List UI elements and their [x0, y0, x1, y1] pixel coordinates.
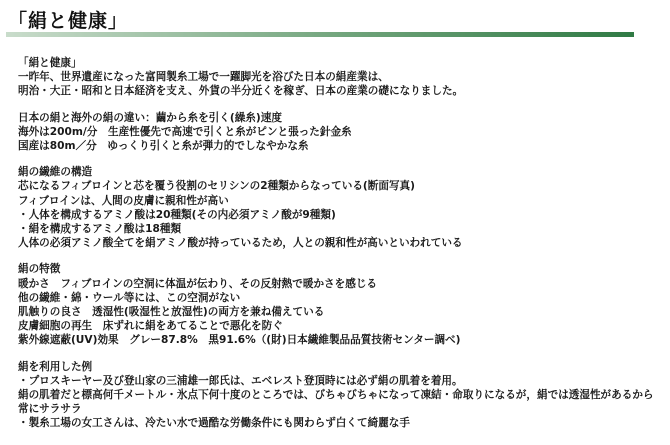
text-line: 紫外線遮蔽(UV)効果 グレー87.8% 黒91.6%（(財)日本繊維製品品質技術センター調べ) [18, 334, 461, 347]
section-reeling-speed [18, 111, 663, 154]
text-line: 暖かさ フィブロインの空洞に体温が伝わり、その反射熱で暖かさを感じる [18, 277, 378, 290]
section-intro [18, 56, 663, 99]
text-line: 芯になるフィブロインと芯を覆う役割のセリシンの2種類からなっている(断面写真) [18, 180, 415, 193]
text-line: 人体の必須アミノ酸全てを絹アミノ酸が持っているため，人との親和性が高いといわれている [18, 237, 463, 250]
text-line: 絹の肌着だと標高何千メートル・氷点下何十度のところでは、びちゃびちゃになって凍結・命取りになるが，絹では透湿性があるから [18, 389, 654, 402]
section-heading: 絹を利用した例 [18, 360, 93, 373]
text-line: 国産は80m／分 ゆっくり引くと糸が弾力的でしなやかな糸 [18, 140, 309, 153]
text-line: 肌触りの良さ 透湿性(吸湿性と放湿性)の両方を兼ね備えている [18, 306, 325, 319]
section-heading: 絹の特徴 [18, 263, 61, 276]
section-fiber-structure [18, 165, 663, 250]
title-divider [6, 32, 634, 37]
page-title: 「絹と健康」 [8, 10, 129, 32]
text-line: ・人体を構成するアミノ酸は20種類(その内必須アミノ酸が9種類) [18, 208, 336, 221]
text-line: 他の繊維・綿・ウール等には、この空洞がない [18, 291, 241, 304]
text-line: 常にサラサラ [18, 403, 82, 416]
section-heading: 絹の繊維の構造 [18, 166, 93, 179]
section-heading: 「絹と健康」 [18, 57, 82, 69]
text-line: 一昨年、世界遺産になった富岡製糸工場で一躍脚光を浴びた日本の絹産業は、 [18, 71, 389, 84]
text-line: フィブロインは、人間の皮膚に親和性が高い [18, 194, 229, 207]
section-heading: 日本の絹と海外の絹の違い：繭から糸を引く(繰糸)速度 [18, 111, 282, 124]
text-line: 海外は200m/分 生産性優先で高速で引くと糸がピンと張った針金糸 [18, 125, 352, 138]
section-examples [18, 360, 663, 431]
text-line: ・プロスキーヤー及び登山家の三浦雄一郎氏は、エベレスト登頂時には必ず絹の肌着を着用。 [18, 374, 463, 387]
text-line: ・製糸工場の女工さんは、冷たい水で過酷な労働条件にも関わらず白くて綺麗な手 [18, 417, 410, 430]
document-body [18, 56, 663, 443]
text-line: 皮膚細胞の再生 床ずれに絹をあてることで悪化を防ぐ [18, 320, 283, 333]
text-line: 明治・大正・昭和と日本経済を支え、外貨の半分近くを稼ぎ、日本の産業の礎になりました。 [18, 85, 464, 98]
text-line: ・絹を構成するアミノ酸は18種類 [18, 223, 182, 236]
section-features [18, 262, 663, 347]
